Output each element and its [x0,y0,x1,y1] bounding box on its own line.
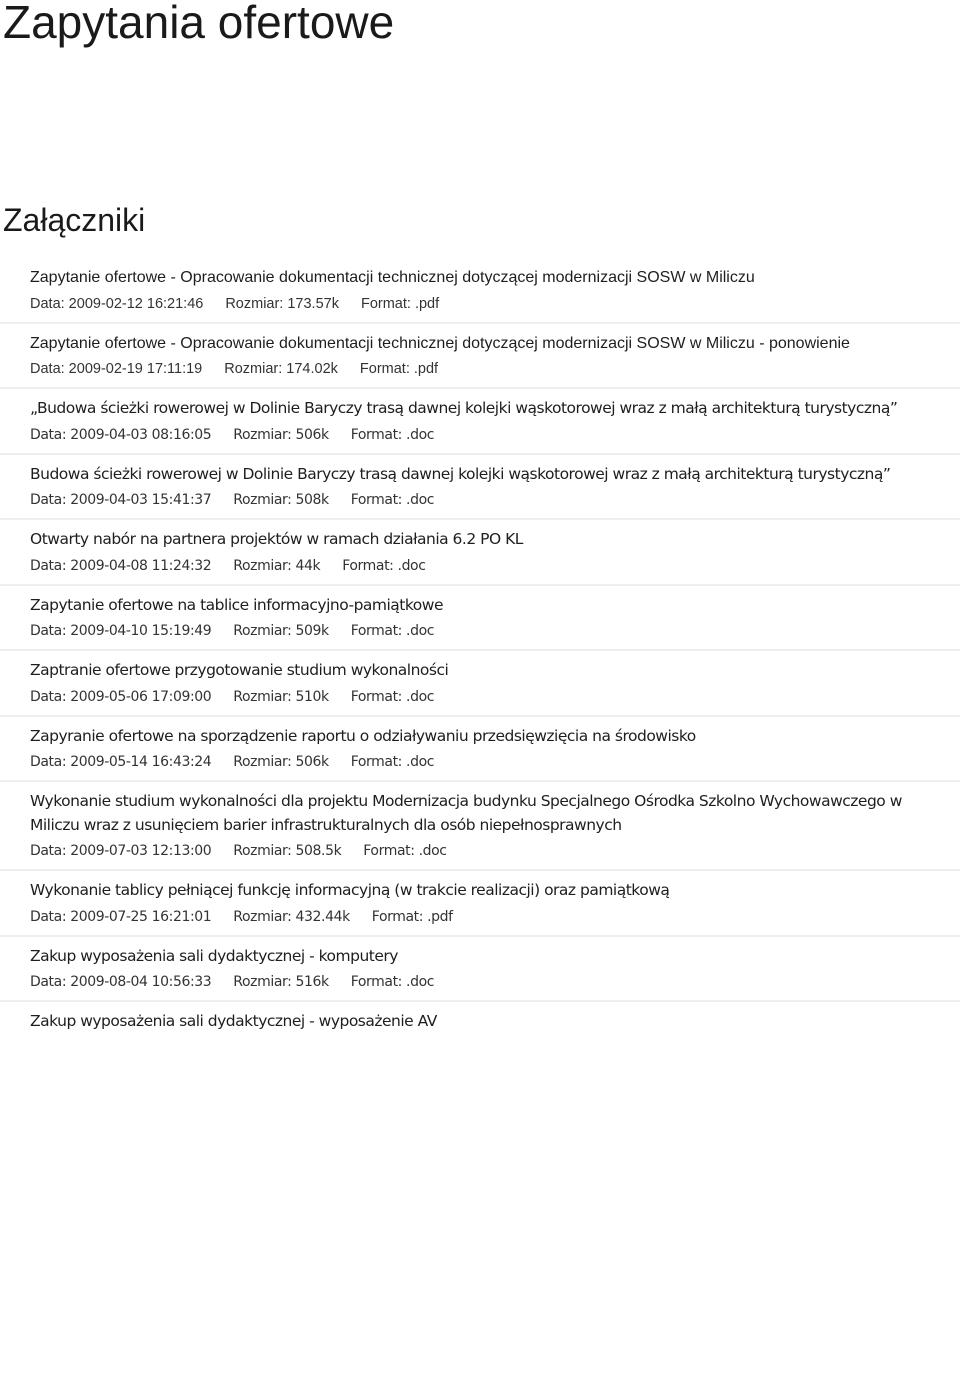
attachment-item [0,520,960,586]
attachment-size: Rozmiar: 174.02k [224,361,338,377]
attachment-item [0,871,960,937]
attachment-meta [30,753,930,771]
attachment-link[interactable]: Zaptranie ofertowe przygotowanie studium wykonalności [30,661,449,679]
attachment-link[interactable]: Wykonanie tablicy pełniącej funkcję informacyjną (w trakcie realizacji) oraz pamiątkową [30,881,670,899]
attachment-item [0,258,960,324]
attachment-date: Data: 2009-05-06 17:09:00 [30,688,212,705]
attachment-format: Format: .doc [350,754,435,770]
attachment-date: Data: 2009-05-14 16:43:24 [30,754,212,770]
attachment-item [0,651,960,717]
attachment-format: Format: .doc [350,492,435,508]
attachment-item [0,324,960,390]
attachment-size: Rozmiar: 44k [233,557,321,574]
attachment-size: Rozmiar: 432.44k [233,908,350,925]
attachment-meta [30,973,930,991]
attachment-format: Format: .doc [350,974,435,990]
attachment-date: Data: 2009-04-08 11:24:32 [30,557,212,574]
attachment-item [0,717,960,783]
attachment-link[interactable]: Zakup wyposażenia sali dydaktycznej - komputery [30,946,398,965]
attachment-link[interactable]: „Budowa ścieżki rowerowej w Dolinie Baryczy trasą dawnej kolejki wąskotorowej wraz z małą architekturą turystyczną” [30,399,898,417]
attachment-meta [30,908,930,926]
attachment-size: Rozmiar: 516k [233,974,329,990]
attachment-item [0,586,960,652]
attachment-meta [30,557,930,575]
attachment-item [0,455,960,521]
attachment-size: Rozmiar: 510k [233,688,329,705]
attachment-item [0,1002,960,1043]
attachment-size: Rozmiar: 509k [233,623,329,639]
attachment-date: Data: 2009-02-19 17:11:19 [30,361,203,377]
attachment-size: Rozmiar: 508.5k [233,843,342,859]
attachment-meta [30,622,930,640]
section-title-attachments: Załączniki [3,202,146,238]
attachment-meta [30,688,930,706]
attachment-meta [30,491,930,509]
attachment-format: Format: .doc [350,426,435,443]
attachment-meta [30,295,930,313]
attachment-format: Format: .pdf [371,908,453,925]
attachment-meta [30,360,930,378]
attachment-size: Rozmiar: 508k [233,492,329,508]
attachment-date: Data: 2009-08-04 10:56:33 [30,974,212,990]
attachment-date: Data: 2009-02-12 16:21:46 [30,295,204,312]
attachment-size: Rozmiar: 506k [233,754,329,770]
attachment-link[interactable]: Zapytanie ofertowe - Opracowanie dokumentacji technicznej dotyczącej modernizacji SOSW w Miliczu [30,269,755,286]
attachment-format: Format: .pdf [360,295,440,312]
attachment-format: Format: .doc [350,688,435,705]
attachment-format: Format: .pdf [359,361,439,377]
attachment-link[interactable]: Zapytanie ofertowe na tablice informacyjno-pamiątkowe [30,595,444,614]
attachments-list [0,258,960,1043]
attachment-link[interactable]: Zapytanie ofertowe - Opracowanie dokumentacji technicznej dotyczącej modernizacji SOSW w Miliczu - ponowienie [30,334,850,352]
attachment-size: Rozmiar: 173.57k [225,295,339,312]
attachment-size: Rozmiar: 506k [233,426,329,443]
attachment-date: Data: 2009-04-03 15:41:37 [30,492,212,508]
attachment-item [0,389,960,455]
attachment-format: Format: .doc [342,557,426,574]
attachment-format: Format: .doc [363,843,447,859]
attachment-link[interactable]: Wykonanie studium wykonalności dla projektu Modernizacja budynku Specjalnego Ośrodka Szkolno Wychowawczego w Miliczu wraz z usunięciem barier infrastrukturalnych dla osób niepełnosprawnych [30,792,902,834]
attachment-date: Data: 2009-07-03 12:13:00 [30,843,212,859]
attachment-item [0,782,960,871]
attachment-meta [30,842,930,860]
attachment-date: Data: 2009-04-10 15:19:49 [30,623,212,639]
attachment-date: Data: 2009-04-03 08:16:05 [30,426,212,443]
attachment-link[interactable]: Budowa ścieżki rowerowej w Dolinie Baryczy trasą dawnej kolejki wąskotorowej wraz z małą architekturą turystyczną” [30,464,891,483]
attachment-link[interactable]: Zapyranie ofertowe na sporządzenie raportu o odziaływaniu przedsięwzięcia na środowisko [30,726,696,745]
attachment-item [0,937,960,1003]
attachment-date: Data: 2009-07-25 16:21:01 [30,908,212,925]
page-title: Zapytania ofertowe [3,0,395,48]
attachment-meta [30,426,930,444]
attachment-format: Format: .doc [350,623,435,639]
attachment-link[interactable]: Otwarty nabór na partnera projektów w ramach działania 6.2 PO KL [30,530,523,548]
attachment-link[interactable]: Zakup wyposażenia sali dydaktycznej - wyposażenie AV [30,1012,437,1030]
